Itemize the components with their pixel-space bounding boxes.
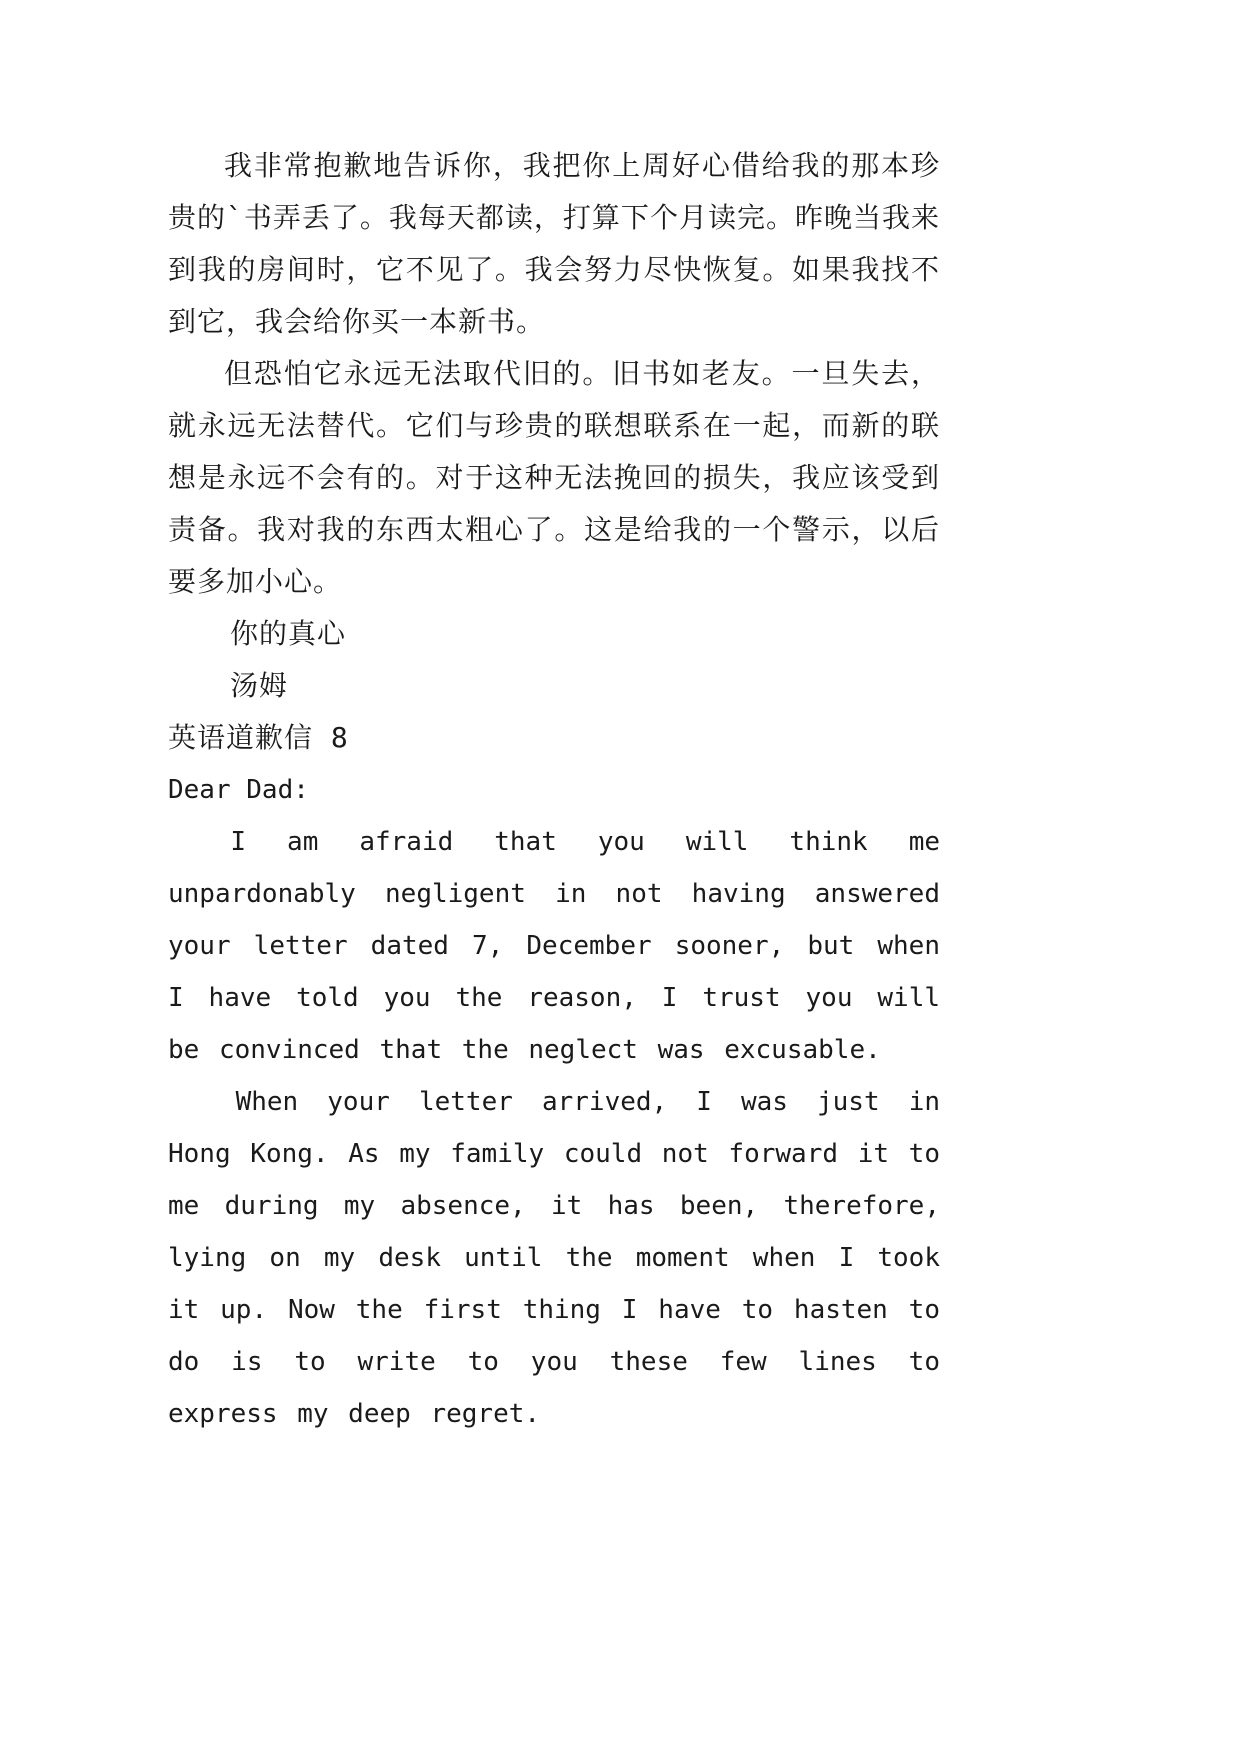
signature: 汤姆 xyxy=(230,669,289,702)
english-paragraph-1: I am afraid that you will think me unpardonably negligent in not having answered your letter dated 7, December sooner, but when I have told you the reason, I trust you will be convinced that the neglect was excusable. xyxy=(168,827,940,1065)
english-paragraph-2: When your letter arrived, I was just in Hong Kong. As my family could not forward it to me during my absence, it has been, therefore, lying on my desk until the moment when I took it up. Now the first thing I have to hasten to do is to write to you these few lines to express my deep regret. xyxy=(168,1087,940,1429)
closing-line: 你的真心 xyxy=(230,617,347,650)
document-body xyxy=(168,140,940,1440)
chinese-paragraph-2: 但恐怕它永远无法取代旧的。旧书如老友。一旦失去，就永远无法替代。它们与珍贵的联想联系在一起，而新的联想是永远不会有的。对于这种无法挽回的损失，我应该受到责备。我对我的东西太粗心了。这是给我的一个警示，以后要多加小心。 xyxy=(168,357,940,598)
section-heading: 英语道歉信 8 xyxy=(168,721,349,754)
chinese-paragraph-1: 我非常抱歉地告诉你，我把你上周好心借给我的那本珍贵的`书弄丢了。我每天都读，打算下个月读完。昨晚当我来到我的房间时，它不见了。我会努力尽快恢复。如果我找不到它，我会给你买一本新书。 xyxy=(168,149,940,338)
salutation: Dear Dad: xyxy=(168,775,309,805)
